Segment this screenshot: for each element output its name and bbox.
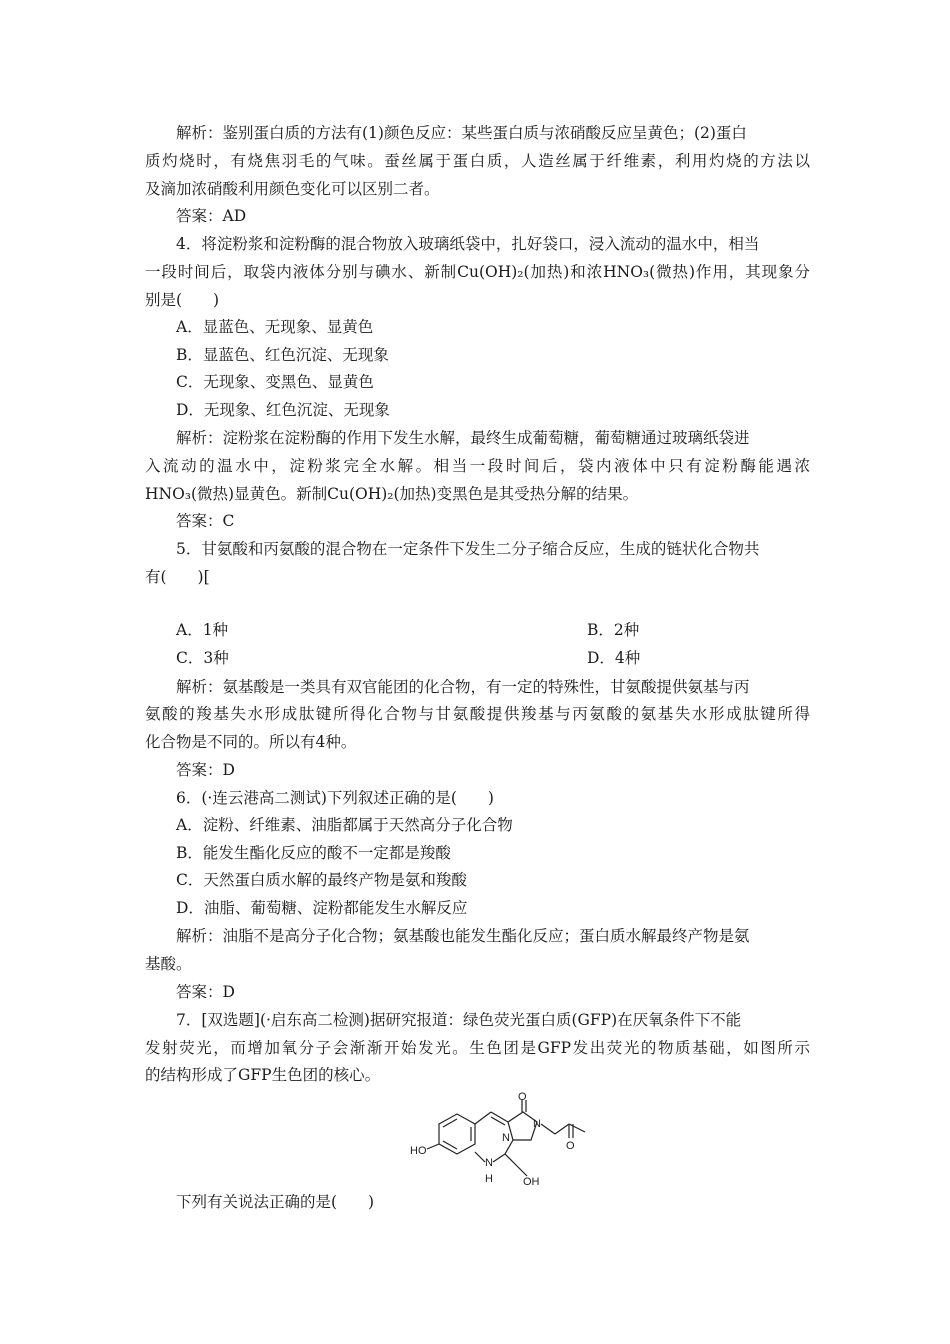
answer-4: 答案：C (176, 512, 235, 530)
atom-amine-n: N (485, 1157, 493, 1169)
question-5-line-1: 5．甘氨酸和丙氨酸的混合物在一定条件下发生二分子缩合反应，生成的链状化合物共 (176, 540, 760, 558)
question-6: 6．(·连云港高二测试)下列叙述正确的是( ) (176, 789, 494, 807)
option-5c: C．3种 (176, 649, 229, 667)
option-6a: A．淀粉、纤维素、油脂都属于天然高分子化合物 (176, 816, 513, 834)
atom-ring-n2: N (502, 1132, 510, 1144)
atom-ring-n1: N (533, 1118, 541, 1130)
atom-alcohol-oh: OH (523, 1176, 540, 1188)
atom-amine-h: H (485, 1173, 493, 1185)
option-5d: D．4种 (587, 649, 641, 667)
analysis-5-line-2: 氨酸的羧基失水形成肽键所得化合物与甘氨酸提供羧基与丙氨酸的氨基失水形成肽键所得 (145, 705, 810, 723)
question-5-line-2: 有( )[ (145, 568, 210, 586)
option-6d: D．油脂、葡萄糖、淀粉都能发生水解反应 (176, 899, 468, 917)
analysis-6-line-2: 基酸。 (145, 955, 192, 973)
analysis-3-line-2: 质灼烧时，有烧焦羽毛的气味。蚕丝属于蛋白质，人造丝属于纤维素，利用灼烧的方法以 (145, 152, 810, 170)
question-7-line-1: 7．[双选题](·启东高二检测)据研究报道：绿色荧光蛋白质(GFP)在厌氧条件下不能 (176, 1011, 742, 1029)
analysis-4-line-3: HNO₃(微热)显黄色。新制Cu(OH)₂(加热)变黑色是其受热分解的结果。 (145, 485, 639, 503)
question-4-line-3: 别是( ) (145, 291, 220, 309)
answer-3: 答案：AD (176, 207, 247, 225)
option-5-row-2 (176, 648, 841, 668)
option-4c: C．无现象、变黑色、显黄色 (176, 373, 374, 391)
option-5a: A．1种 (176, 621, 229, 639)
option-5-row-1 (176, 620, 841, 640)
atom-hydroxyl: HO (410, 1145, 427, 1157)
question-4-line-2: 一段时间后，取袋内液体分别与碘水、新制Cu(OH)₂(加热)和浓HNO₃(微热)作用，其现象分 (145, 263, 810, 281)
option-4d: D．无现象、红色沉淀、无现象 (176, 401, 390, 419)
analysis-4-line-1: 解析：淀粉浆在淀粉酶的作用下发生水解，最终生成葡萄糖，葡萄糖通过玻璃纸袋进 (176, 429, 750, 447)
question-7-line-2: 发射荧光，而增加氧分子会渐渐开始发光。生色团是GFP发出荧光的物质基础，如图所示 (145, 1039, 810, 1057)
question-7-prompt: 下列有关说法正确的是( ) (176, 1193, 375, 1211)
gfp-chromophore-structure (405, 1092, 595, 1192)
option-4a: A．显蓝色、无现象、显黄色 (176, 318, 374, 336)
answer-6: 答案：D (176, 983, 235, 1001)
benzene-ring (439, 1114, 475, 1154)
question-4-line-1: 4．将淀粉浆和淀粉酶的混合物放入玻璃纸袋中，扎好袋口，浸入流动的温水中，相当 (176, 235, 760, 253)
atom-carbonyl-o: O (518, 1092, 527, 1103)
analysis-5-line-3: 化合物是不同的。所以有4种。 (145, 733, 357, 751)
atom-ketone-o: O (566, 1140, 575, 1152)
analysis-6-line-1: 解析：油脂不是高分子化合物；氨基酸也能发生酯化反应；蛋白质水解最终产物是氨 (176, 927, 750, 945)
analysis-4-line-2: 入流动的温水中，淀粉浆完全水解。相当一段时间后，袋内液体中只有淀粉酶能遇浓 (145, 457, 810, 475)
analysis-3-line-1: 解析：鉴别蛋白质的方法有(1)颜色反应：某些蛋白质与浓硝酸反应呈黄色；(2)蛋白 (176, 124, 747, 142)
option-5b: B．2种 (587, 621, 640, 639)
answer-5: 答案：D (176, 761, 235, 779)
analysis-3-line-3: 及滴加浓硝酸利用颜色变化可以区别二者。 (145, 180, 440, 198)
option-6b: B．能发生酯化反应的酸不一定都是羧酸 (176, 844, 451, 862)
option-4b: B．显蓝色、红色沉淀、无现象 (176, 346, 389, 364)
option-6c: C．天然蛋白质水解的最终产物是氨和羧酸 (176, 871, 467, 889)
question-7-line-3: 的结构形成了GFP生色团的核心。 (145, 1066, 381, 1084)
analysis-5-line-1: 解析：氨基酸是一类具有双官能团的化合物，有一定的特殊性，甘氨酸提供氨基与丙 (176, 678, 750, 696)
